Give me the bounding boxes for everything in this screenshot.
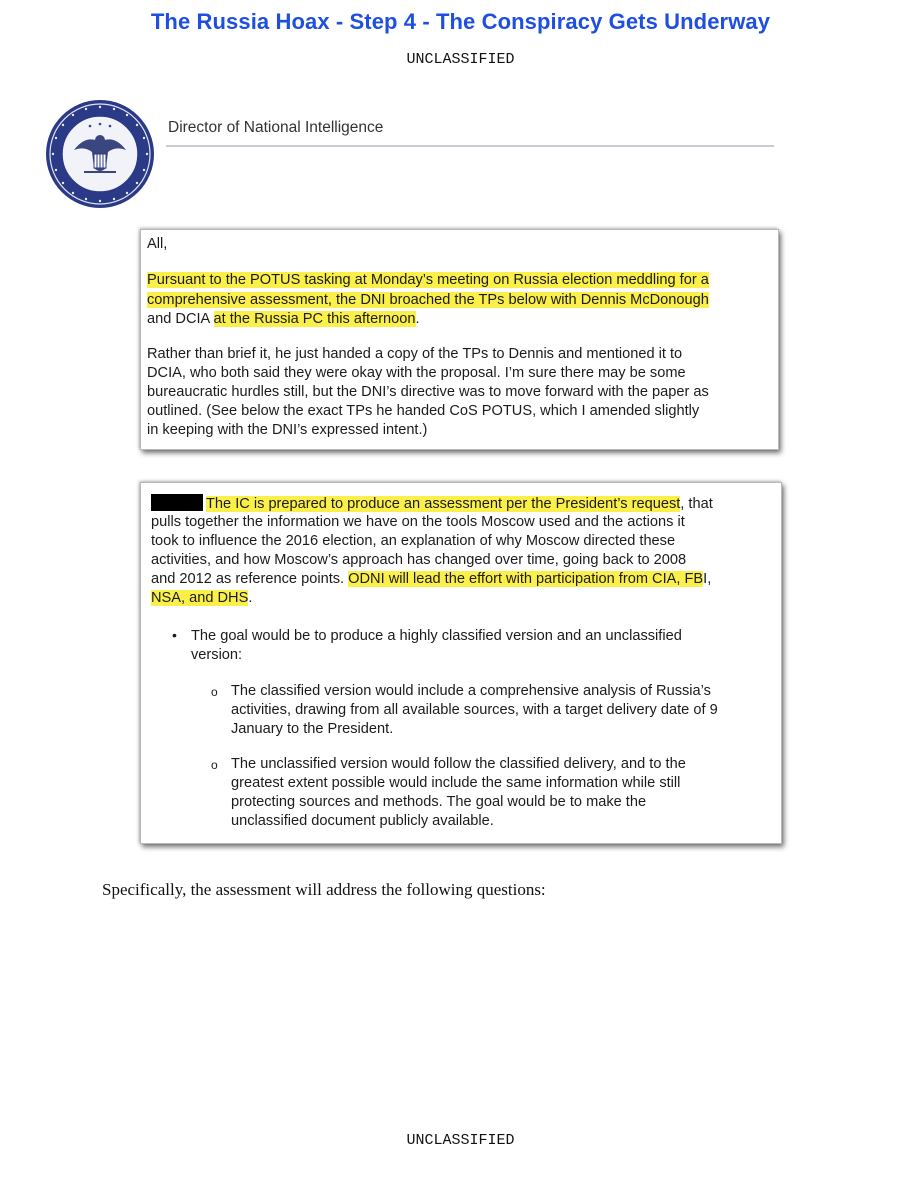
- sub2-line2: greatest extent possible would include the same information while still: [231, 775, 681, 791]
- email-highlight: comprehensive assessment, the DNI broached the TPs below with Dennis McDonough: [147, 292, 709, 308]
- email-p2-line2: DCIA, who both said they were okay with the proposal. I’m sure there may be some: [147, 365, 686, 381]
- page-title: The Russia Hoax - Step 4 - The Conspiracy Gets Underway: [150, 9, 771, 34]
- tp-highlight: The IC is prepared to produce an assessment per the President’s request: [206, 496, 681, 512]
- email-highlight: at the Russia PC this afternoon: [213, 311, 416, 327]
- tp-line2: pulls together the information we have on the tools Moscow used and the actions it: [151, 514, 685, 530]
- dni-seal-icon: [44, 98, 156, 210]
- email-p2-line3: bureaucratic hurdles still, but the DNI’s directive was to move forward with the paper as: [147, 384, 709, 400]
- bullet-line2: version:: [191, 647, 243, 663]
- sub1-line2: activities, drawing from all available sources, with a target delivery date of 9: [231, 702, 718, 718]
- email-p2-line4: outlined. (See below the exact TPs he handed CoS POTUS, which I amended slightly: [147, 403, 700, 419]
- classification-marking-bottom: UNCLASSIFIED: [406, 1132, 515, 1149]
- email-greeting: All,: [147, 236, 168, 252]
- tp-line5: [151, 570, 711, 589]
- sub1-line1: The classified version would include a comprehensive analysis of Russia’s: [231, 683, 711, 699]
- tp-line4: activities, and how Moscow’s approach has changed over time, going back to 2008: [151, 552, 687, 568]
- email-p1-line2: [147, 291, 709, 310]
- tp-highlight: ODNI will lead the effort with participation from CIA, FB: [348, 571, 704, 587]
- letterhead-divider: [166, 145, 774, 147]
- talking-points-box: [140, 482, 782, 844]
- redaction-block: [151, 494, 203, 511]
- sub2-line4: unclassified document publicly available.: [231, 813, 494, 829]
- email-highlight: Pursuant to the POTUS tasking at Monday’s meeting on Russia election meddling for a: [147, 272, 709, 288]
- tp-text: .: [248, 590, 253, 606]
- tp-text: , that: [680, 496, 713, 512]
- sub2-line3: protecting sources and methods. The goal would be to make the: [231, 794, 647, 810]
- sub-bullet-circle-icon: o: [211, 685, 218, 699]
- email-p2-line1: Rather than brief it, he just handed a copy of the TPs to Dennis and mentioned it to: [147, 346, 683, 362]
- bullet-line1: The goal would be to produce a highly classified version and an unclassified: [191, 628, 682, 644]
- tp-text: I,: [703, 571, 712, 587]
- tp-line1: [151, 494, 713, 514]
- email-p1-line1: [147, 271, 709, 290]
- sub-bullet-circle-icon: o: [211, 758, 218, 772]
- agency-name: Director of National Intelligence: [168, 119, 384, 136]
- classification-marking-top: UNCLASSIFIED: [406, 51, 515, 68]
- tp-line6: [151, 589, 252, 608]
- sub1-line3: January to the President.: [231, 721, 394, 737]
- tp-highlight: NSA, and DHS: [151, 590, 249, 606]
- email-p2-line5: in keeping with the DNI’s expressed intent.): [147, 422, 428, 438]
- email-text: and DCIA: [147, 311, 214, 327]
- email-excerpt-box: [140, 229, 779, 450]
- closing-paragraph: Specifically, the assessment will address the following questions:: [102, 880, 546, 899]
- email-text: .: [415, 311, 420, 327]
- tp-line3: took to influence the 2016 election, an explanation of why Moscow directed these: [151, 533, 676, 549]
- tp-text: and 2012 as reference points.: [151, 571, 349, 587]
- email-p1-line3: [147, 310, 420, 329]
- bullet-dot-icon: •: [172, 627, 177, 643]
- sub2-line1: The unclassified version would follow the classified delivery, and to the: [231, 756, 686, 772]
